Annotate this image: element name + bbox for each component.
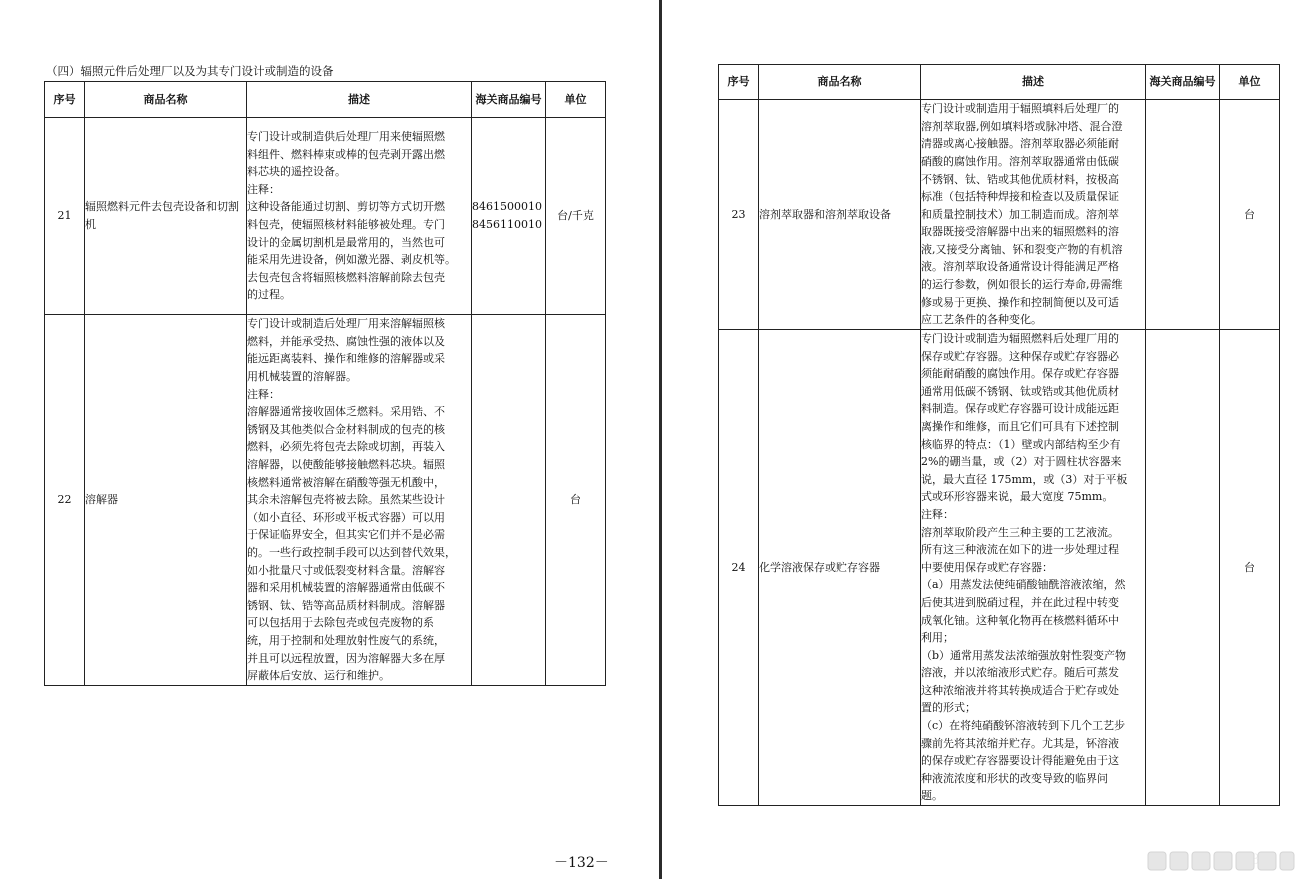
row-code [472, 315, 546, 686]
book-spine [659, 0, 662, 879]
desc-line: 专门设计或制造供后处理厂用来使辐照燃 [247, 130, 445, 144]
desc-line: 屏蔽体后安放、运行和维护。 [247, 669, 390, 683]
desc-line: 如小批量尺寸或低裂变材料含量。溶解容 [247, 563, 445, 577]
table-header-row [719, 65, 1280, 100]
desc-line: 料包壳，使辐照核材料能够被处理。专门 [247, 218, 445, 231]
row-name: 化学溶液保存或贮存容器 [759, 330, 921, 806]
header-unit: 单位 [546, 82, 606, 118]
code-line: 8456110010 [472, 218, 542, 231]
desc-lines [921, 330, 1145, 805]
desc-line: 燃料，并能承受热、腐蚀性强的液体以及 [247, 334, 445, 348]
desc-line: 溶解器，以使酸能够接触燃料芯块。辐照 [247, 458, 445, 472]
desc-line: 溶解器通常接收固体乏燃料。采用锆、不 [247, 405, 445, 419]
desc-line: 修或易于更换、操作和控制简便以及可适 [921, 295, 1119, 309]
header-desc: 描述 [247, 82, 472, 118]
desc-line: 题。 [921, 789, 943, 803]
desc-line: 式或环形容器来说，最大宽度 75mm。 [921, 490, 1114, 504]
header-code: 海关商品编号 [1146, 65, 1220, 100]
table-row [45, 315, 606, 686]
desc-lines [247, 128, 471, 304]
desc-line: 统，用于控制和处理放射性废气的系统， [247, 633, 445, 647]
row-code [472, 118, 546, 315]
desc-line: 2%的硼当量，或（2）对于圆柱状容器来 [921, 455, 1122, 469]
row-num: 23 [719, 100, 759, 330]
desc-line: 的。一些行政控制手段可以达到替代效果， [247, 545, 456, 559]
table-header-row [45, 82, 606, 118]
desc-line: 注释： [247, 182, 280, 196]
desc-line: 的运行参数，例如很长的运行寿命,毋需维 [921, 278, 1123, 292]
desc-line: 成氧化铀。这种氧化物再在核燃料循环中 [921, 613, 1119, 627]
desc-line: 这种设备能通过切割、剪切等方式切开燃 [247, 200, 445, 214]
desc-line: 标准（包括特种焊接和检查以及质量保证 [921, 190, 1119, 204]
header-unit: 单位 [1220, 65, 1280, 100]
row-name: 辐照燃料元件去包壳设备和切割机 [85, 118, 247, 315]
desc-line: 液,又接受分离铀、钚和裂变产物的有机溶 [921, 242, 1123, 256]
desc-line: 料芯块的遥控设备。 [247, 165, 346, 179]
desc-line: 的保存或贮存容器要设计得能避免由于这 [921, 754, 1119, 768]
desc-line: 能采用先进设备，例如激光器、剥皮机等。 [247, 253, 456, 267]
desc-line: 液。溶剂萃取设备通常设计得能满足严格 [921, 260, 1119, 274]
desc-line: 锈钢、钛、锆等高品质材料制成。溶解器 [247, 598, 445, 612]
desc-line: 中要使用保存或贮存容器： [921, 560, 1053, 574]
desc-line: 可以包括用于去除包壳或包壳废物的系 [247, 616, 434, 630]
desc-line: 注释： [921, 507, 954, 521]
row-num: 21 [45, 118, 85, 315]
header-desc: 描述 [921, 65, 1146, 100]
desc-line: 的过程。 [247, 288, 291, 302]
desc-line: 硝酸的腐蚀作用。溶剂萃取器通常由低碳 [921, 154, 1119, 168]
desc-line: 其余未溶解包壳将被去除。虽然某些设计 [247, 493, 445, 507]
row-name: 溶剂萃取器和溶剂萃取设备 [759, 100, 921, 330]
desc-line: 料组件、燃料棒束或棒的包壳剥开露出燃 [247, 147, 445, 161]
desc-line: 用机械装置的溶解器。 [247, 370, 357, 384]
desc-line: （如小直径、环形或平板式容器）可以用 [247, 510, 445, 524]
desc-line: 骤前先将其浓缩并贮存。尤其是，钚溶液 [921, 736, 1119, 750]
row-code [1146, 100, 1220, 330]
row-desc [247, 315, 472, 686]
desc-line: 专门设计或制造用于辐照填料后处理厂的 [921, 102, 1119, 116]
row-unit: 台 [1220, 330, 1280, 806]
desc-line: （b）通常用蒸发法浓缩强放射性裂变产物 [921, 648, 1127, 662]
row-desc [247, 118, 472, 315]
desc-line: 离操作和维修，而且它们可具有下述控制 [921, 419, 1119, 433]
desc-line: 锈钢及其他类似合金材料制成的包壳的核 [247, 422, 445, 436]
header-code: 海关商品编号 [472, 82, 546, 118]
desc-line: （a）用蒸发法使纯硝酸铀酰溶液浓缩，然 [921, 578, 1126, 592]
header-name: 商品名称 [759, 65, 921, 100]
header-name: 商品名称 [85, 82, 247, 118]
desc-line: 于保证临界安全，但其实它们并不是必需 [247, 528, 445, 542]
table-row [719, 100, 1280, 330]
desc-line: 种液流浓度和形状的改变导致的临界问 [921, 771, 1108, 785]
desc-line: 去包壳包含将辐照核燃料溶解前除去包壳 [247, 270, 445, 284]
desc-line: 通常用低碳不锈钢、钛或锆或其他优质材 [921, 384, 1119, 398]
watermark-icon [1142, 843, 1300, 877]
desc-line: 后使其进到脱硝过程，并在此过程中转变 [921, 595, 1119, 609]
desc-line: 不锈钢、钛、锆或其他优质材料，按极高 [921, 172, 1119, 186]
section-title: （四）辐照元件后处理厂以及为其专门设计或制造的设备 [46, 64, 334, 78]
row-code [1146, 330, 1220, 806]
row-unit: 台/千克 [546, 118, 606, 315]
desc-line: 核临界的特点：（1）壁或内部结构至少有 [921, 437, 1121, 451]
equipment-table-left [44, 81, 606, 686]
row-name: 溶解器 [85, 315, 247, 686]
desc-line: （c）在将纯硝酸钚溶液转到下几个工艺步 [921, 719, 1126, 733]
desc-line: 溶液，并以浓缩液形式贮存。随后可蒸发 [921, 666, 1119, 680]
table-row [45, 118, 606, 315]
desc-line: 取器既接受溶解器中出来的辐照燃料的溶 [921, 225, 1119, 239]
row-desc [921, 100, 1146, 330]
desc-line: 专门设计或制造为辐照燃料后处理厂用的 [921, 332, 1119, 345]
desc-line: 清器或离心接触器。溶剂萃取器必须能耐 [921, 137, 1119, 151]
desc-line: 利用； [921, 631, 954, 645]
desc-line: 并且可以远程放置，因为溶解器大多在厚 [247, 651, 445, 665]
desc-line: 应工艺条件的各种变化。 [921, 313, 1042, 327]
desc-line: 能远距离装料、操作和维修的溶解器或采 [247, 352, 445, 366]
desc-line: 燃料，必须先将包壳去除或切割，再装入 [247, 440, 445, 454]
row-unit: 台 [546, 315, 606, 686]
desc-line: 设计的金属切割机是最常用的，当然也可 [247, 235, 445, 249]
desc-line: 溶剂萃取阶段产生三种主要的工艺液流。 [921, 525, 1119, 539]
desc-line: 说，最大直径 175mm，或（3）对于平板 [921, 472, 1128, 486]
header-num: 序号 [45, 82, 85, 118]
desc-line: 置的形式； [921, 701, 976, 715]
desc-line: 器和采用机械装置的溶解器通常由低碳不 [247, 581, 445, 595]
page-number: －132－ [554, 855, 609, 871]
desc-line: 溶剂萃取器,例如填料塔或脉冲塔、混合澄 [921, 119, 1123, 133]
code-line: 8461500010 [472, 200, 542, 214]
desc-line: 所有这三种液流在如下的进一步处理过程 [921, 543, 1119, 557]
equipment-table-right [718, 64, 1280, 806]
table-row [719, 330, 1280, 806]
desc-line: 这种浓缩液并将其转换成适合于贮存或处 [921, 683, 1119, 697]
desc-line: 和质量控制技术）加工制造而成。溶剂萃 [921, 207, 1119, 221]
row-desc [921, 330, 1146, 806]
desc-line: 须能耐硝酸的腐蚀作用。保存或贮存容器 [921, 367, 1119, 381]
desc-lines [921, 100, 1145, 329]
desc-line: 料制造。保存或贮存容器可设计成能远距 [921, 402, 1119, 416]
row-unit: 台 [1220, 100, 1280, 330]
row-num: 24 [719, 330, 759, 806]
desc-line: 注释： [247, 387, 280, 401]
row-num: 22 [45, 315, 85, 686]
desc-line: 专门设计或制造后处理厂用来溶解辐照核 [247, 317, 445, 331]
desc-lines [247, 315, 471, 684]
header-num: 序号 [719, 65, 759, 100]
desc-line: 核燃料通常被溶解在硝酸等强无机酸中， [247, 475, 445, 489]
desc-line: 保存或贮存容器。这种保存或贮存容器必 [921, 349, 1119, 363]
